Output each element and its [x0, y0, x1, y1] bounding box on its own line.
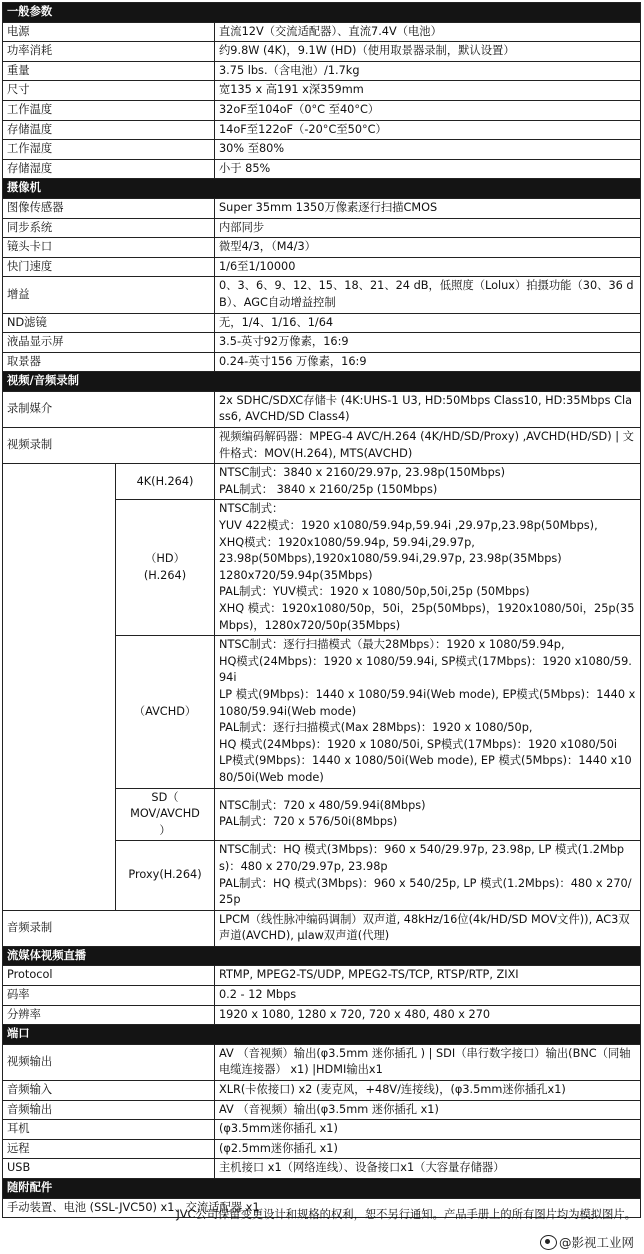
- section-title: 摄像机: [7, 181, 41, 195]
- section-header-recording: [3, 372, 641, 392]
- section-header-accessories: [3, 1179, 641, 1199]
- spec-row: [3, 352, 641, 372]
- spec-value: 3.75 lbs.（含电池）/1.7kg: [215, 61, 641, 81]
- spec-value: 14oF至122oF（-20°C至50°C）: [215, 120, 641, 140]
- format-value: NTSC制式：720 x 480/59.94i(8Mbps) PAL制式：720 x 576/50i(8Mbps): [215, 788, 641, 841]
- spec-row: [3, 140, 641, 160]
- spec-row: [3, 333, 641, 353]
- watermark-text: @影视工业网: [558, 1235, 634, 1250]
- spec-label: 音频输出: [3, 1100, 215, 1120]
- spec-value: 视频编码解码器：MPEG-4 AVC/H.264 (4K/HD/SD/Proxy) ,AVCHD(HD/SD) | 文件格式：MOV(H.264), MTS(AVCHD): [215, 428, 641, 464]
- spec-label: 视频录制: [3, 428, 215, 464]
- spec-label: 镜头卡口: [3, 238, 215, 258]
- spec-label: 同步系统: [3, 218, 215, 238]
- spec-label: ND滤镜: [3, 313, 215, 333]
- spec-label: 增益: [3, 277, 215, 313]
- spec-value: 约9.8W (4K)，9.1W (HD)（使用取景器录制，默认设置）: [215, 42, 641, 62]
- spec-value: 0.2 - 12 Mbps: [215, 986, 641, 1006]
- disclaimer-note: JVC公司保留变更设计和规格的权利，恕不另行通知。产品手册上的所有图片均为模拟图片。: [176, 1208, 636, 1221]
- spec-value: 1920 x 1080, 1280 x 720, 720 x 480, 480 x 270: [215, 1005, 641, 1025]
- spec-label: 重量: [3, 61, 215, 81]
- format-value: NTSC制式：HQ 模式(3Mbps)：960 x 540/29.97p, 23.98p, LP 模式(1.2Mbps)：480 x 270/29.97p, 23.98p PAL制式：HQ 模式(3Mbps)：960 x 540/25p, LP 模式(1.2Mbps)：480 x 270/25p: [215, 841, 641, 910]
- watermark: [540, 1233, 634, 1251]
- spec-row: [3, 1044, 641, 1080]
- spec-value: 宽135 x 高191 x深359mm: [215, 81, 641, 101]
- spec-row: [3, 966, 641, 986]
- format-name: 4K(H.264): [116, 464, 215, 500]
- spec-value: Super 35mm 1350万像素逐行扫描CMOS: [215, 198, 641, 218]
- spec-row: [3, 1100, 641, 1120]
- spec-label: 取景器: [3, 352, 215, 372]
- section-header-general: [3, 3, 641, 23]
- spec-row: [3, 218, 641, 238]
- section-title: 流媒体视频直播: [7, 948, 87, 962]
- spec-label: 存储湿度: [3, 159, 215, 179]
- spec-row: [3, 238, 641, 258]
- spec-row: [3, 22, 641, 42]
- spec-value: (φ3.5mm迷你插孔 x1): [215, 1120, 641, 1140]
- spec-row: [3, 1005, 641, 1025]
- spec-row: [3, 198, 641, 218]
- spec-value: 32oF至104oF（0°C 至40°C）: [215, 100, 641, 120]
- section-header-camera: [3, 179, 641, 199]
- spec-value: 2x SDHC/SDXC存储卡 (4K:UHS-1 U3, HD:50Mbps Class10, HD:35Mbps Class6, AVCHD/SD Class4): [215, 391, 641, 427]
- format-value: NTSC制式：逐行扫描模式（最大28Mbps）：1920 x 1080/59.94p, HQ模式(24Mbps)：1920 x 1080/59.94i, SP模式(17Mbps)：1920 x1080/59.94i LP 模式(9Mbps)：1440 x 1080/59.94i(Web mode), EP模式(5Mbps)：1440 x1080/59.94i(Web mode) PAL制式：逐行扫描模式(Max 28Mbps)：1920 x 1080/50p, HQ 模式(24Mbps)：1920 x 1080/50i, SP模式(17Mbps)：1920 x1080/50i LP模式(9Mbps)：1440 x 1080/50i(Web mode), EP 模式(5Mbps)：1440 x1080/50i(Web mode): [215, 636, 641, 788]
- section-title: 端口: [7, 1027, 30, 1041]
- spec-value: (φ2.5mm迷你插孔 x1): [215, 1139, 641, 1159]
- section-title: 视频/音频录制: [7, 374, 79, 388]
- spec-label: 远程: [3, 1139, 215, 1159]
- format-name: SD（ MOV/AVCHD ）: [116, 788, 215, 841]
- spec-sheet: [2, 2, 640, 1218]
- section-header-ports: [3, 1025, 641, 1045]
- spec-row: [3, 159, 641, 179]
- spec-label: 分辨率: [3, 1005, 215, 1025]
- format-row: [3, 464, 641, 500]
- spec-value: 小于 85%: [215, 159, 641, 179]
- spec-row: [3, 986, 641, 1006]
- spec-label: 工作温度: [3, 100, 215, 120]
- spec-row: [3, 910, 641, 946]
- spec-row: [3, 1139, 641, 1159]
- section-title: 随附配件: [7, 1181, 53, 1194]
- spec-value: XLR(卡侬接口) x2 (麦克风，+48V/连接线)，(φ3.5mm迷你插孔x1): [215, 1081, 641, 1101]
- spec-row: [3, 1159, 641, 1179]
- spec-row: [3, 100, 641, 120]
- spec-value: LPCM（线性脉冲编码调制）双声道, 48kHz/16位(4k/HD/SD MOV文件)), AC3双声道(AVCHD), µlaw双声道(代理): [215, 910, 641, 946]
- spec-label: 电源: [3, 22, 215, 42]
- format-value: NTSC制式：3840 x 2160/29.97p, 23.98p(150Mbps) PAL制式： 3840 x 2160/25p (150Mbps): [215, 464, 641, 500]
- spec-label: 视频输出: [3, 1044, 215, 1080]
- spec-label: 耳机: [3, 1120, 215, 1140]
- format-name: （HD） (H.264): [116, 500, 215, 636]
- section-header-streaming: [3, 946, 641, 966]
- spec-label: 图像传感器: [3, 198, 215, 218]
- spec-value: 0.24-英寸156 万像素，16:9: [215, 352, 641, 372]
- spec-value: 直流12V（交流适配器）、直流7.4V（电池）: [215, 22, 641, 42]
- format-name: （AVCHD）: [116, 636, 215, 788]
- spec-value: AV （音视频）输出(φ3.5mm 迷你插孔 ) | SDI（串行数字接口）输出(BNC（同轴电缆连接器） x1) |HDMI输出x1: [215, 1044, 641, 1080]
- spec-value: 无，1/4、1/16、1/64: [215, 313, 641, 333]
- spec-row: [3, 1120, 641, 1140]
- format-name: Proxy(H.264): [116, 841, 215, 910]
- spec-label: 功率消耗: [3, 42, 215, 62]
- spec-label: 快门速度: [3, 257, 215, 277]
- spec-row: [3, 313, 641, 333]
- spec-label: 工作湿度: [3, 140, 215, 160]
- spec-label: 码率: [3, 986, 215, 1006]
- spec-row: [3, 391, 641, 427]
- spec-row: [3, 61, 641, 81]
- spec-label: 音频录制: [3, 910, 215, 946]
- camera-logo-icon: [540, 1235, 557, 1250]
- spec-label: 录制媒介: [3, 391, 215, 427]
- spec-row: [3, 1081, 641, 1101]
- spec-value: 0、3、6、9、12、15、18、21、24 dB，低照度（Lolux）拍摄功能（30、36 dB）、AGC自动增益控制: [215, 277, 641, 313]
- section-title: 一般参数: [7, 5, 53, 18]
- spec-value: AV （音视频）输出(φ3.5mm 迷你插孔 x1): [215, 1100, 641, 1120]
- format-group-label: [3, 464, 116, 910]
- format-value: NTSC制式： YUV 422模式：1920 x1080/59.94p,59.94i ,29.97p,23.98p(50Mbps), XHQ模式：1920x1080/59.94p, 59.94i,29.97p, 23.98p(50Mbps),1920x1080/59.94i,29.97p, 23.98p(35Mbps) 1280x720/59.94p(35Mbps) PAL制式：YUV模式：1920 x 1080/50p,50i,25p (50Mbps) XHQ 模式：1920x1080/50p，50i，25p(50Mbps)，1920x1080/50i，25p(35Mbps)，1280x720/50p(35Mbps): [215, 500, 641, 636]
- spec-label: 音频输入: [3, 1081, 215, 1101]
- spec-row: [3, 277, 641, 313]
- spec-row: [3, 257, 641, 277]
- spec-row: [3, 42, 641, 62]
- spec-label: 液晶显示屏: [3, 333, 215, 353]
- spec-label: Protocol: [3, 966, 215, 986]
- spec-value: 主机接口 x1（网络连线）、设备接口x1（大容量存储器）: [215, 1159, 641, 1179]
- spec-label: 尺寸: [3, 81, 215, 101]
- spec-value: 30% 至80%: [215, 140, 641, 160]
- spec-value: 微型4/3，（M4/3）: [215, 238, 641, 258]
- spec-row: [3, 120, 641, 140]
- spec-row: [3, 81, 641, 101]
- spec-row: [3, 428, 641, 464]
- spec-value: 内部同步: [215, 218, 641, 238]
- spec-label: 存储温度: [3, 120, 215, 140]
- spec-value: 3.5-英寸92万像素，16:9: [215, 333, 641, 353]
- spec-value: 1/6至1/10000: [215, 257, 641, 277]
- accessories-value: 手动装置、电池 (SSL-JVC50) x1、交流适配器 x1: [3, 1198, 641, 1218]
- spec-label: USB: [3, 1159, 215, 1179]
- spec-table: [2, 2, 641, 1218]
- spec-value: RTMP, MPEG2-TS/UDP, MPEG2-TS/TCP, RTSP/RTP, ZIXI: [215, 966, 641, 986]
